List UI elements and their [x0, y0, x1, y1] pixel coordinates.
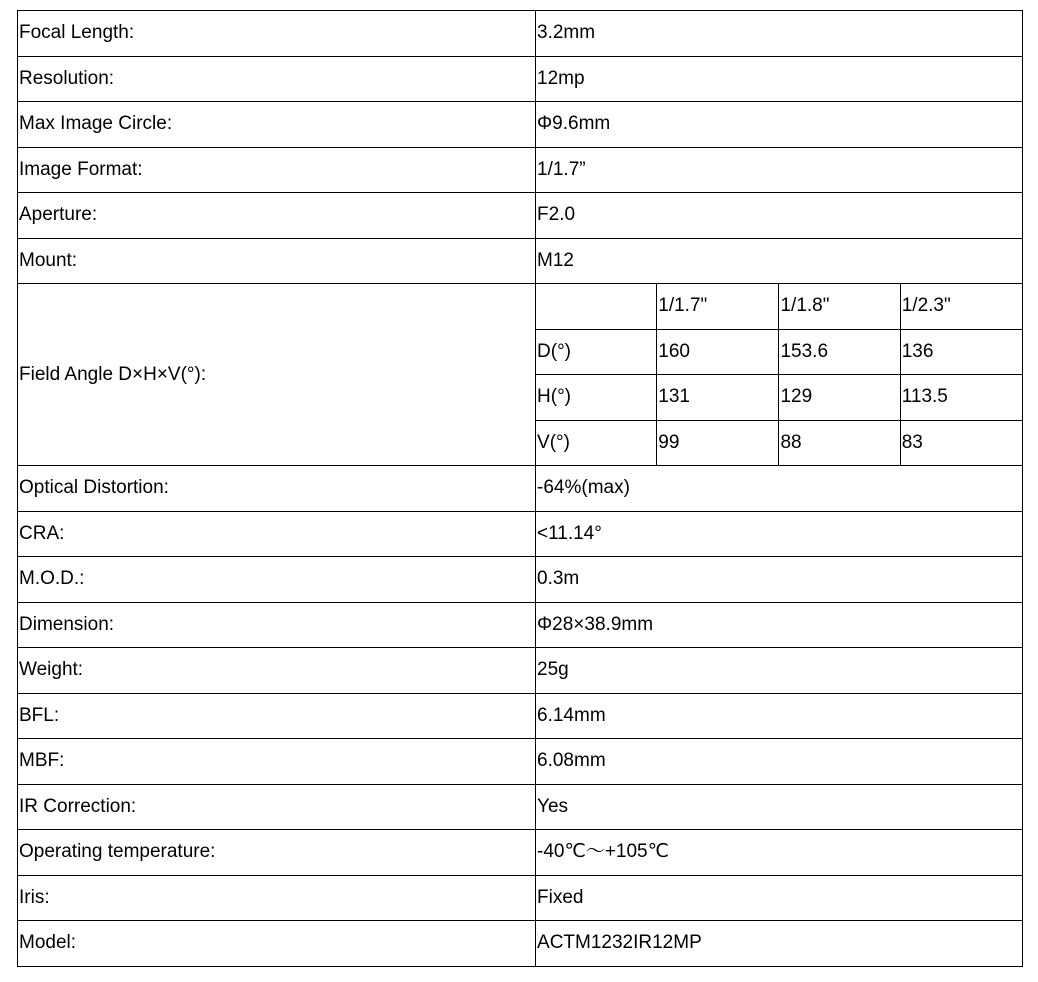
spec-value: -40℃～+105℃ [536, 830, 1023, 876]
spec-label: Max Image Circle: [18, 102, 536, 148]
spec-value: Yes [536, 784, 1023, 830]
spec-value: 6.08mm [536, 739, 1023, 785]
spec-label: Mount: [18, 238, 536, 284]
spec-label: Weight: [18, 648, 536, 694]
angle-value: 88 [779, 420, 900, 466]
field-angle-header-row [18, 284, 1023, 330]
axis-label: V(°) [536, 420, 657, 466]
axis-label: H(°) [536, 375, 657, 421]
spec-value: -64%(max) [536, 466, 1023, 512]
spec-row-dimension [18, 602, 1023, 648]
spec-value: F2.0 [536, 193, 1023, 239]
spec-row-focal-length [18, 11, 1023, 57]
spec-row-model [18, 921, 1023, 967]
spec-row-operating-temperature [18, 830, 1023, 876]
spec-label: Optical Distortion: [18, 466, 536, 512]
spec-row-bfl [18, 693, 1023, 739]
spec-label: Resolution: [18, 56, 536, 102]
spec-value: Fixed [536, 875, 1023, 921]
spec-row-optical-distortion [18, 466, 1023, 512]
spec-row-mount [18, 238, 1023, 284]
spec-value: 25g [536, 648, 1023, 694]
format-header: 1/2.3" [900, 284, 1022, 330]
field-angle-corner-cell [536, 284, 657, 330]
spec-label: Operating temperature: [18, 830, 536, 876]
spec-row-mbf [18, 739, 1023, 785]
spec-value: 12mp [536, 56, 1023, 102]
spec-value: 6.14mm [536, 693, 1023, 739]
spec-row-ir-correction [18, 784, 1023, 830]
spec-row-cra [18, 511, 1023, 557]
spec-value: ACTM1232IR12MP [536, 921, 1023, 967]
spec-value: 3.2mm [536, 11, 1023, 57]
angle-value: 83 [900, 420, 1022, 466]
format-header: 1/1.7" [657, 284, 779, 330]
spec-label: BFL: [18, 693, 536, 739]
spec-label: IR Correction: [18, 784, 536, 830]
spec-value: Φ9.6mm [536, 102, 1023, 148]
spec-value: Φ28×38.9mm [536, 602, 1023, 648]
angle-value: 99 [657, 420, 779, 466]
lens-spec-table [17, 10, 1023, 967]
spec-label: CRA: [18, 511, 536, 557]
angle-value: 129 [779, 375, 900, 421]
spec-label: Aperture: [18, 193, 536, 239]
spec-label: Model: [18, 921, 536, 967]
angle-value: 131 [657, 375, 779, 421]
angle-value: 160 [657, 329, 779, 375]
spec-label: M.O.D.: [18, 557, 536, 603]
angle-value: 136 [900, 329, 1022, 375]
spec-label: Iris: [18, 875, 536, 921]
spec-value: <11.14° [536, 511, 1023, 557]
spec-label: Focal Length: [18, 11, 536, 57]
spec-label: Image Format: [18, 147, 536, 193]
spec-label: Dimension: [18, 602, 536, 648]
spec-row-resolution [18, 56, 1023, 102]
spec-value: M12 [536, 238, 1023, 284]
field-angle-label: Field Angle D×H×V(°): [18, 284, 536, 466]
axis-label: D(°) [536, 329, 657, 375]
spec-row-max-image-circle [18, 102, 1023, 148]
spec-row-image-format [18, 147, 1023, 193]
spec-row-weight [18, 648, 1023, 694]
angle-value: 153.6 [779, 329, 900, 375]
spec-row-iris [18, 875, 1023, 921]
angle-value: 113.5 [900, 375, 1022, 421]
spec-row-aperture [18, 193, 1023, 239]
spec-value: 0.3m [536, 557, 1023, 603]
format-header: 1/1.8" [779, 284, 900, 330]
spec-value: 1/1.7” [536, 147, 1023, 193]
spec-row-mod [18, 557, 1023, 603]
spec-label: MBF: [18, 739, 536, 785]
